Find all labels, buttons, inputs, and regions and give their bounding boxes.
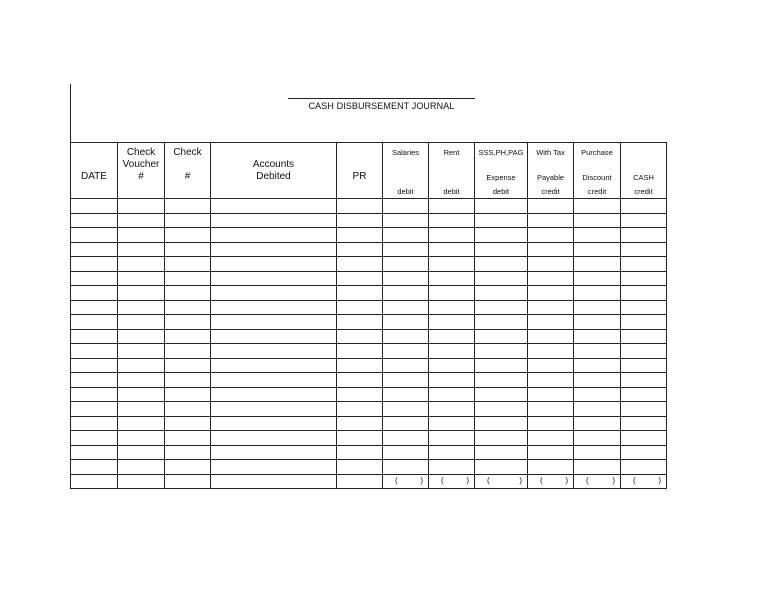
header-purchase-line2: Discount [582, 173, 612, 182]
header-salaries-line1: Salaries [391, 148, 420, 157]
journal-cell[interactable] [475, 286, 528, 301]
header-sss-line1: SSS,PH,PAG [478, 148, 524, 157]
journal-cell[interactable] [429, 373, 475, 388]
journal-cell[interactable] [429, 300, 475, 315]
journal-cell[interactable] [118, 213, 165, 228]
header-pr-label: PR [352, 171, 367, 182]
journal-cell[interactable] [118, 474, 165, 488]
journal-cell[interactable] [337, 257, 383, 272]
journal-cell[interactable] [165, 431, 211, 446]
journal-cell[interactable] [118, 271, 165, 286]
journal-cell[interactable] [574, 431, 621, 446]
journal-cell[interactable] [71, 431, 118, 446]
journal-cell[interactable] [383, 242, 429, 257]
header-check-line1: Check [173, 147, 202, 158]
journal-cell[interactable] [574, 315, 621, 330]
journal-cell[interactable] [475, 300, 528, 315]
journal-cell[interactable] [337, 416, 383, 431]
journal-cell[interactable] [337, 300, 383, 315]
journal-cell[interactable] [165, 271, 211, 286]
header-pr [337, 143, 383, 199]
journal-cell[interactable] [621, 445, 667, 460]
table-row [71, 242, 667, 257]
journal-cell[interactable] [71, 213, 118, 228]
journal-cell[interactable] [429, 431, 475, 446]
journal-cell[interactable] [165, 300, 211, 315]
journal-cell[interactable] [621, 271, 667, 286]
header-check-number [165, 143, 211, 199]
table-row [71, 315, 667, 330]
journal-cell[interactable] [337, 315, 383, 330]
table-row [71, 329, 667, 344]
journal-cell[interactable] [71, 286, 118, 301]
journal-cell[interactable] [475, 228, 528, 243]
header-check-line2: # [184, 171, 191, 182]
journal-cell[interactable] [621, 358, 667, 373]
journal-cell[interactable] [621, 329, 667, 344]
journal-cell[interactable] [574, 344, 621, 359]
journal-cell[interactable] [383, 416, 429, 431]
header-accounts-debited [211, 143, 337, 199]
journal-cell[interactable] [337, 329, 383, 344]
journal-cell[interactable] [165, 213, 211, 228]
journal-cell[interactable] [71, 402, 118, 417]
journal-cell[interactable] [211, 213, 337, 228]
journal-cell[interactable] [475, 315, 528, 330]
header-cash-line1: CASH [633, 173, 654, 182]
header-rent-line1: Rent [443, 148, 460, 157]
journal-cell[interactable] [528, 445, 574, 460]
table-row [71, 344, 667, 359]
journal-cell[interactable] [71, 300, 118, 315]
journal-cell[interactable] [165, 402, 211, 417]
journal-cell[interactable] [165, 373, 211, 388]
journal-cell[interactable] [337, 228, 383, 243]
journal-cell[interactable] [574, 257, 621, 272]
journal-cell[interactable] [429, 387, 475, 402]
journal-cell[interactable] [429, 199, 475, 214]
table-row [71, 358, 667, 373]
journal-cell[interactable] [337, 402, 383, 417]
journal-cell[interactable] [118, 344, 165, 359]
journal-cell[interactable] [118, 387, 165, 402]
journal-cell[interactable] [118, 402, 165, 417]
journal-cell[interactable] [71, 257, 118, 272]
header-rent-line2: debit [443, 187, 460, 196]
journal-cell[interactable] [71, 358, 118, 373]
total-cell[interactable] [383, 474, 429, 488]
journal-cell[interactable] [574, 445, 621, 460]
journal-cell[interactable] [71, 329, 118, 344]
total-open-paren: ( [487, 475, 490, 485]
journal-cell[interactable] [429, 358, 475, 373]
header-withtax-line1: With Tax [536, 148, 565, 157]
journal-cell[interactable] [118, 445, 165, 460]
journal-cell[interactable] [211, 228, 337, 243]
journal-cell[interactable] [337, 199, 383, 214]
journal-cell[interactable] [574, 242, 621, 257]
table-row [71, 431, 667, 446]
header-cash-line2: credit [634, 187, 653, 196]
journal-cell[interactable] [528, 329, 574, 344]
journal-cell[interactable] [475, 387, 528, 402]
cash-disbursement-table [70, 142, 667, 489]
journal-cell[interactable] [429, 271, 475, 286]
journal-cell[interactable] [211, 431, 337, 446]
journal-cell[interactable] [118, 358, 165, 373]
total-open-paren: ( [540, 475, 543, 485]
journal-cell[interactable] [211, 344, 337, 359]
header-purchase-discount [574, 143, 621, 199]
journal-cell[interactable] [337, 431, 383, 446]
journal-cell[interactable] [475, 431, 528, 446]
journal-cell[interactable] [429, 228, 475, 243]
journal-cell[interactable] [211, 474, 337, 488]
header-accounts-line1: Accounts [252, 159, 295, 170]
journal-cell[interactable] [118, 228, 165, 243]
journal-cell[interactable] [118, 315, 165, 330]
journal-cell[interactable] [574, 300, 621, 315]
journal-cell[interactable] [165, 460, 211, 475]
journal-cell[interactable] [71, 387, 118, 402]
journal-cell[interactable] [337, 460, 383, 475]
journal-cell[interactable] [71, 344, 118, 359]
journal-cell[interactable] [621, 416, 667, 431]
totals-row [71, 474, 667, 488]
journal-cell[interactable] [211, 460, 337, 475]
journal-cell[interactable] [383, 300, 429, 315]
journal-cell[interactable] [475, 271, 528, 286]
journal-cell[interactable] [475, 242, 528, 257]
table-row [71, 257, 667, 272]
journal-cell[interactable] [211, 242, 337, 257]
journal-cell[interactable] [475, 373, 528, 388]
total-cell[interactable] [621, 474, 667, 488]
journal-cell[interactable] [383, 228, 429, 243]
journal-cell[interactable] [165, 387, 211, 402]
journal-cell[interactable] [528, 315, 574, 330]
header-sss-line2: Expense [486, 173, 516, 182]
journal-cell[interactable] [165, 286, 211, 301]
journal-cell[interactable] [475, 402, 528, 417]
journal-body [71, 199, 667, 489]
journal-cell[interactable] [475, 199, 528, 214]
journal-cell[interactable] [621, 242, 667, 257]
journal-cell[interactable] [211, 445, 337, 460]
journal-cell[interactable] [528, 213, 574, 228]
journal-cell[interactable] [211, 199, 337, 214]
table-row [71, 402, 667, 417]
journal-cell[interactable] [211, 358, 337, 373]
journal-cell[interactable] [621, 315, 667, 330]
total-close-paren: ) [658, 475, 661, 485]
header-date [71, 143, 118, 199]
journal-cell[interactable] [574, 387, 621, 402]
journal-cell[interactable] [383, 402, 429, 417]
journal-cell[interactable] [118, 257, 165, 272]
journal-cell[interactable] [337, 286, 383, 301]
journal-cell[interactable] [337, 474, 383, 488]
journal-cell[interactable] [621, 300, 667, 315]
journal-cell[interactable] [118, 460, 165, 475]
journal-cell[interactable] [71, 373, 118, 388]
journal-cell[interactable] [211, 257, 337, 272]
journal-cell[interactable] [528, 431, 574, 446]
journal-cell[interactable] [528, 402, 574, 417]
journal-cell[interactable] [71, 315, 118, 330]
journal-cell[interactable] [574, 358, 621, 373]
journal-cell[interactable] [528, 460, 574, 475]
journal-cell[interactable] [383, 460, 429, 475]
journal-cell[interactable] [211, 300, 337, 315]
journal-cell[interactable] [621, 213, 667, 228]
journal-cell[interactable] [475, 329, 528, 344]
journal-cell[interactable] [165, 416, 211, 431]
journal-title: CASH DISBURSEMENT JOURNAL [308, 101, 455, 111]
journal-cell[interactable] [574, 416, 621, 431]
table-row [71, 416, 667, 431]
journal-cell[interactable] [429, 329, 475, 344]
journal-cell[interactable] [621, 344, 667, 359]
journal-cell[interactable] [429, 286, 475, 301]
journal-cell[interactable] [337, 373, 383, 388]
journal-cell[interactable] [165, 257, 211, 272]
header-check-voucher-line1: Check [126, 147, 156, 158]
journal-cell[interactable] [429, 344, 475, 359]
journal-cell[interactable] [118, 329, 165, 344]
journal-cell[interactable] [71, 242, 118, 257]
journal-cell[interactable] [621, 387, 667, 402]
journal-cell[interactable] [528, 199, 574, 214]
journal-cell[interactable] [165, 199, 211, 214]
journal-cell[interactable] [475, 213, 528, 228]
journal-cell[interactable] [621, 286, 667, 301]
journal-cell[interactable] [475, 445, 528, 460]
journal-cell[interactable] [383, 373, 429, 388]
total-close-paren: ) [519, 475, 522, 485]
journal-cell[interactable] [337, 213, 383, 228]
total-open-paren: ( [633, 475, 636, 485]
journal-cell[interactable] [383, 431, 429, 446]
journal-cell[interactable] [383, 315, 429, 330]
journal-cell[interactable] [211, 329, 337, 344]
journal-cell[interactable] [621, 257, 667, 272]
journal-cell[interactable] [211, 271, 337, 286]
journal-cell[interactable] [383, 213, 429, 228]
journal-cell[interactable] [165, 329, 211, 344]
journal-cell[interactable] [383, 387, 429, 402]
journal-cell[interactable] [621, 228, 667, 243]
journal-cell[interactable] [71, 199, 118, 214]
total-close-paren: ) [612, 475, 615, 485]
journal-cell[interactable] [71, 474, 118, 488]
header-check-voucher-line3: # [138, 171, 144, 182]
total-cell[interactable] [429, 474, 475, 488]
journal-cell[interactable] [337, 344, 383, 359]
journal-cell[interactable] [574, 228, 621, 243]
table-row [71, 286, 667, 301]
journal-cell[interactable] [574, 329, 621, 344]
total-close-paren: ) [565, 475, 568, 485]
journal-cell[interactable] [621, 431, 667, 446]
journal-cell[interactable] [383, 358, 429, 373]
journal-cell[interactable] [528, 257, 574, 272]
table-row [71, 445, 667, 460]
table-row [71, 387, 667, 402]
journal-cell[interactable] [429, 257, 475, 272]
journal-cell[interactable] [71, 460, 118, 475]
table-row [71, 460, 667, 475]
journal-cell[interactable] [337, 445, 383, 460]
journal-cell[interactable] [118, 300, 165, 315]
journal-cell[interactable] [383, 344, 429, 359]
journal-cell[interactable] [429, 416, 475, 431]
journal-cell[interactable] [165, 358, 211, 373]
journal-cell[interactable] [337, 271, 383, 286]
journal-cell[interactable] [337, 242, 383, 257]
journal-cell[interactable] [71, 228, 118, 243]
header-cash-credit [621, 143, 667, 199]
header-salaries [383, 143, 429, 199]
journal-cell[interactable] [475, 344, 528, 359]
journal-cell[interactable] [574, 460, 621, 475]
left-border-rule [70, 84, 71, 142]
journal-cell[interactable] [118, 199, 165, 214]
table-row [71, 213, 667, 228]
total-open-paren: ( [395, 475, 398, 485]
total-cell[interactable] [475, 474, 528, 488]
journal-cell[interactable] [528, 358, 574, 373]
header-sss-line3: debit [492, 187, 510, 196]
journal-cell[interactable] [475, 358, 528, 373]
journal-cell[interactable] [165, 315, 211, 330]
journal-cell[interactable] [211, 402, 337, 417]
journal-cell[interactable] [429, 315, 475, 330]
journal-cell[interactable] [574, 199, 621, 214]
table-row [71, 228, 667, 243]
table-row [71, 300, 667, 315]
journal-cell[interactable] [383, 271, 429, 286]
journal-cell[interactable] [383, 199, 429, 214]
table-row [71, 373, 667, 388]
journal-cell[interactable] [429, 242, 475, 257]
total-open-paren: ( [441, 475, 444, 485]
total-cell[interactable] [528, 474, 574, 488]
journal-cell[interactable] [165, 242, 211, 257]
journal-cell[interactable] [383, 329, 429, 344]
journal-cell[interactable] [528, 271, 574, 286]
journal-cell[interactable] [528, 286, 574, 301]
journal-cell[interactable] [211, 416, 337, 431]
journal-cell[interactable] [429, 445, 475, 460]
header-sss-expense [475, 143, 528, 199]
journal-cell[interactable] [337, 358, 383, 373]
journal-cell[interactable] [165, 228, 211, 243]
total-cell[interactable] [574, 474, 621, 488]
journal-cell[interactable] [429, 460, 475, 475]
journal-cell[interactable] [528, 242, 574, 257]
total-open-paren: ( [586, 475, 589, 485]
journal-cell[interactable] [118, 431, 165, 446]
header-accounts-line2: Debited [256, 171, 291, 182]
journal-cell[interactable] [574, 286, 621, 301]
header-date-label: DATE [81, 171, 107, 182]
journal-cell[interactable] [71, 416, 118, 431]
header-rent [429, 143, 475, 199]
header-check-voucher-line2: Voucher [122, 159, 160, 170]
journal-cell[interactable] [71, 445, 118, 460]
journal-cell[interactable] [165, 344, 211, 359]
journal-cell[interactable] [528, 300, 574, 315]
header-withtax-payable [528, 143, 574, 199]
journal-cell[interactable] [118, 286, 165, 301]
header-withtax-line3: credit [541, 187, 560, 196]
journal-cell[interactable] [528, 373, 574, 388]
journal-cell[interactable] [211, 315, 337, 330]
journal-cell[interactable] [621, 373, 667, 388]
journal-cell[interactable] [528, 387, 574, 402]
header-purchase-line1: Purchase [581, 148, 613, 157]
journal-cell[interactable] [118, 416, 165, 431]
total-close-paren: ) [466, 475, 469, 485]
journal-cell[interactable] [574, 213, 621, 228]
header-withtax-line2: Payable [536, 173, 565, 182]
header-row [71, 143, 667, 199]
journal-cell[interactable] [383, 286, 429, 301]
journal-cell[interactable] [528, 344, 574, 359]
header-salaries-line2: debit [397, 187, 414, 196]
header-purchase-line3: credit [587, 187, 607, 196]
table-row [71, 271, 667, 286]
journal-cell[interactable] [528, 228, 574, 243]
journal-cell[interactable] [211, 373, 337, 388]
journal-cell[interactable] [475, 257, 528, 272]
title-underline [288, 98, 475, 99]
journal-cell[interactable] [475, 416, 528, 431]
journal-cell[interactable] [337, 387, 383, 402]
journal-cell[interactable] [574, 402, 621, 417]
journal-cell[interactable] [118, 373, 165, 388]
total-close-paren: ) [420, 475, 423, 485]
journal-cell[interactable] [574, 373, 621, 388]
journal-cell[interactable] [574, 271, 621, 286]
journal-cell[interactable] [118, 242, 165, 257]
journal-cell[interactable] [383, 257, 429, 272]
journal-cell[interactable] [165, 445, 211, 460]
journal-cell[interactable] [211, 387, 337, 402]
journal-cell[interactable] [71, 271, 118, 286]
journal-cell[interactable] [621, 402, 667, 417]
journal-cell[interactable] [475, 460, 528, 475]
journal-cell[interactable] [165, 474, 211, 488]
journal-cell[interactable] [621, 460, 667, 475]
journal-cell[interactable] [621, 199, 667, 214]
journal-cell[interactable] [528, 416, 574, 431]
header-check-voucher [118, 143, 165, 199]
journal-cell[interactable] [211, 286, 337, 301]
table-row [71, 199, 667, 214]
journal-cell[interactable] [429, 402, 475, 417]
journal-cell[interactable] [383, 445, 429, 460]
journal-cell[interactable] [429, 213, 475, 228]
